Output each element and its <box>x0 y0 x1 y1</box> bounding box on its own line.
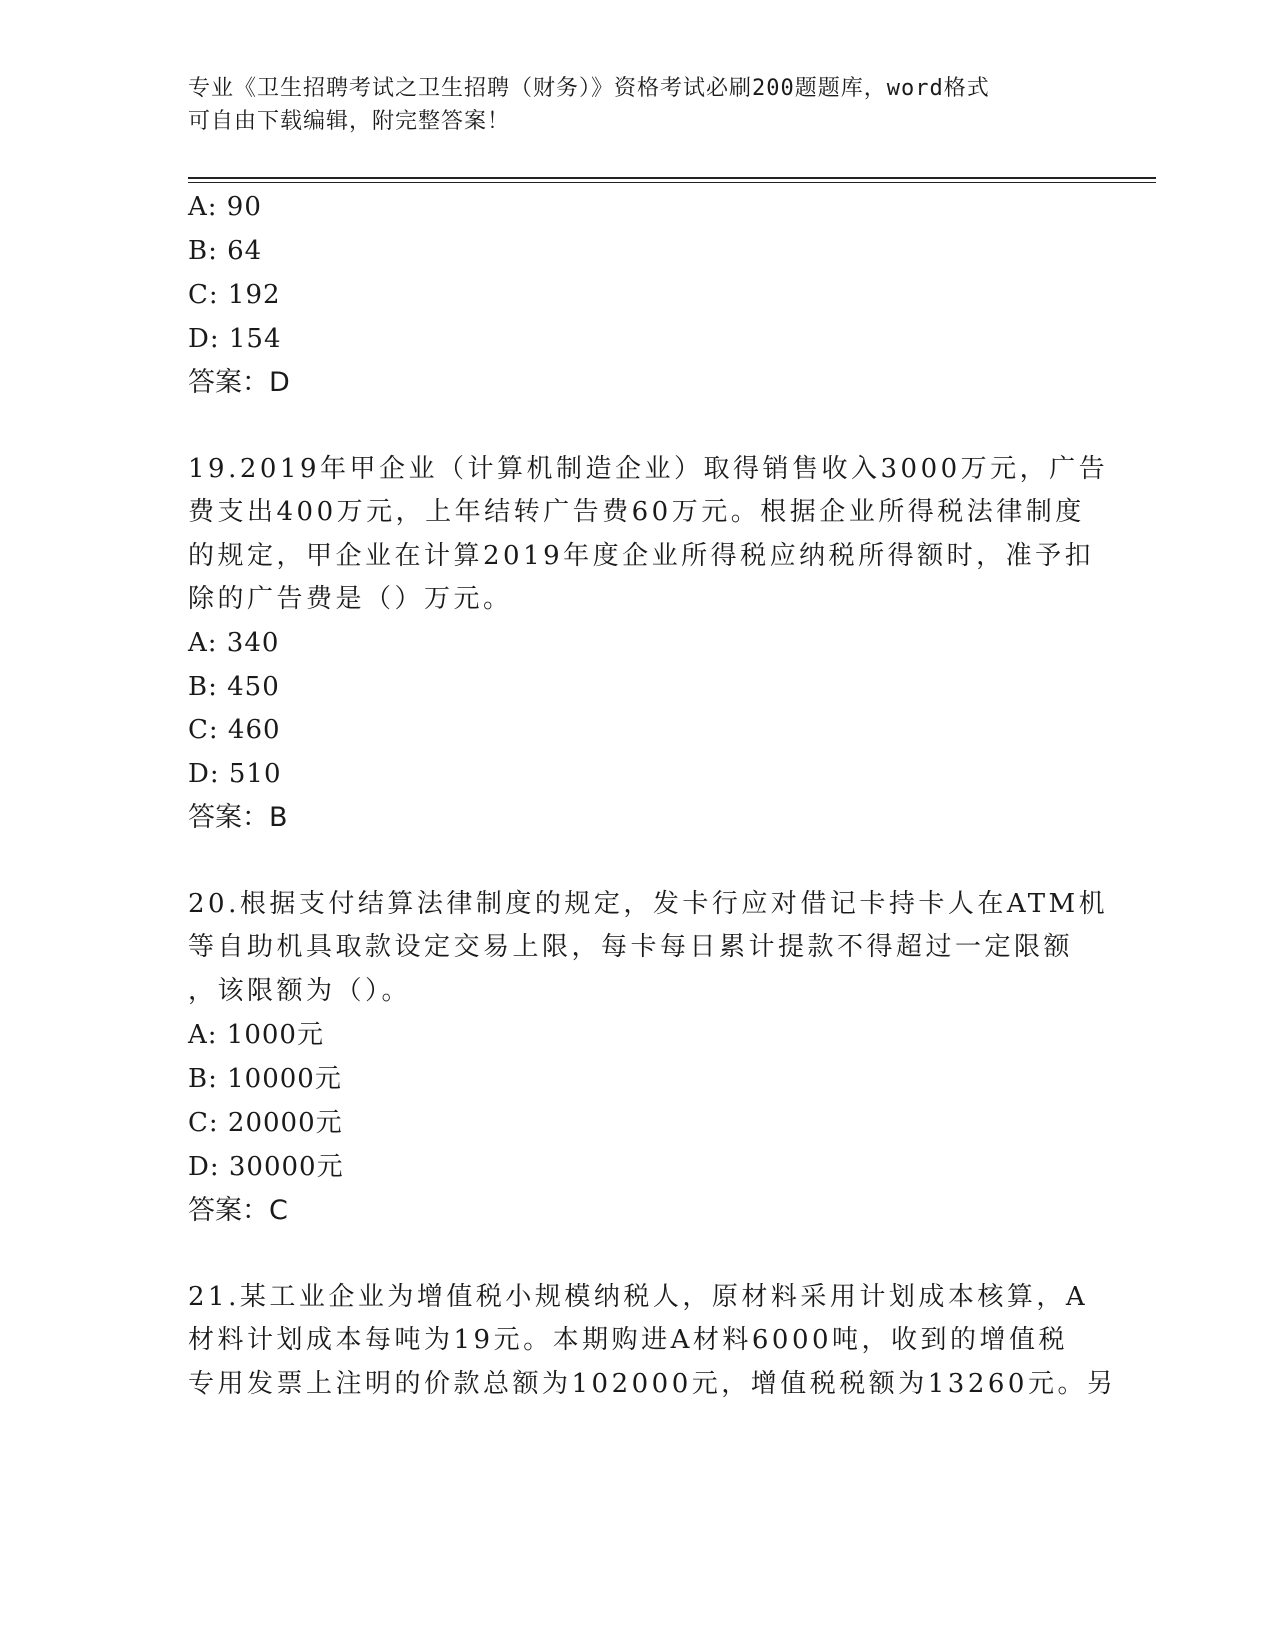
header-divider-thin <box>188 182 1156 183</box>
q20-option-a: A: 1000元 <box>188 1020 324 1050</box>
q19-option-b: B: 450 <box>188 672 280 702</box>
q20-stem-line-2: 等自助机具取款设定交易上限，每卡每日累计提款不得超过一定限额 <box>188 932 1074 962</box>
header-line-1: 专业《卫生招聘考试之卫生招聘（财务）》资格考试必刷200题题库，word格式 <box>188 76 990 101</box>
q19-answer: 答案：B <box>188 802 288 833</box>
q20-option-d: D: 30000元 <box>188 1152 344 1182</box>
header-line-2: 可自由下载编辑，附完整答案！ <box>188 109 511 134</box>
q21-stem-line-1: 21.某工业企业为增值税小规模纳税人，原材料采用计划成本核算，A <box>188 1282 1089 1312</box>
q20-option-b: B: 10000元 <box>188 1064 342 1094</box>
q19-stem-line-4: 除的广告费是（）万元。 <box>188 584 513 614</box>
header-divider-thick <box>188 177 1156 179</box>
q19-option-d: D: 510 <box>188 759 282 789</box>
q18-option-c: C: 192 <box>188 280 281 310</box>
q20-option-c: C: 20000元 <box>188 1108 343 1138</box>
q21-stem-line-3: 专用发票上注明的价款总额为102000元，增值税税额为13260元。另 <box>188 1369 1117 1399</box>
q18-answer: 答案：D <box>188 367 290 398</box>
q19-option-c: C: 460 <box>188 715 281 745</box>
q19-stem-line-3: 的规定，甲企业在计算2019年度企业所得税应纳税所得额时，准予扣 <box>188 541 1095 571</box>
q18-option-b: B: 64 <box>188 236 263 266</box>
q20-answer: 答案：C <box>188 1195 288 1226</box>
q20-stem-line-3: ，该限额为（）。 <box>188 976 412 1006</box>
q18-option-d: D: 154 <box>188 324 282 354</box>
q20-stem-line-1: 20.根据支付结算法律制度的规定，发卡行应对借记卡持卡人在ATM机 <box>188 889 1109 919</box>
q19-option-a: A: 340 <box>188 628 280 658</box>
q18-option-a: A: 90 <box>188 192 262 222</box>
document-header <box>188 72 1068 138</box>
q19-stem-line-1: 19.2019年甲企业（计算机制造企业）取得销售收入3000万元，广告 <box>188 454 1109 484</box>
q21-stem-line-2: 材料计划成本每吨为19元。本期购进A材料6000吨，收到的增值税 <box>188 1325 1069 1355</box>
q19-stem-line-2: 费支出400万元，上年结转广告费60万元。根据企业所得税法律制度 <box>188 497 1085 527</box>
